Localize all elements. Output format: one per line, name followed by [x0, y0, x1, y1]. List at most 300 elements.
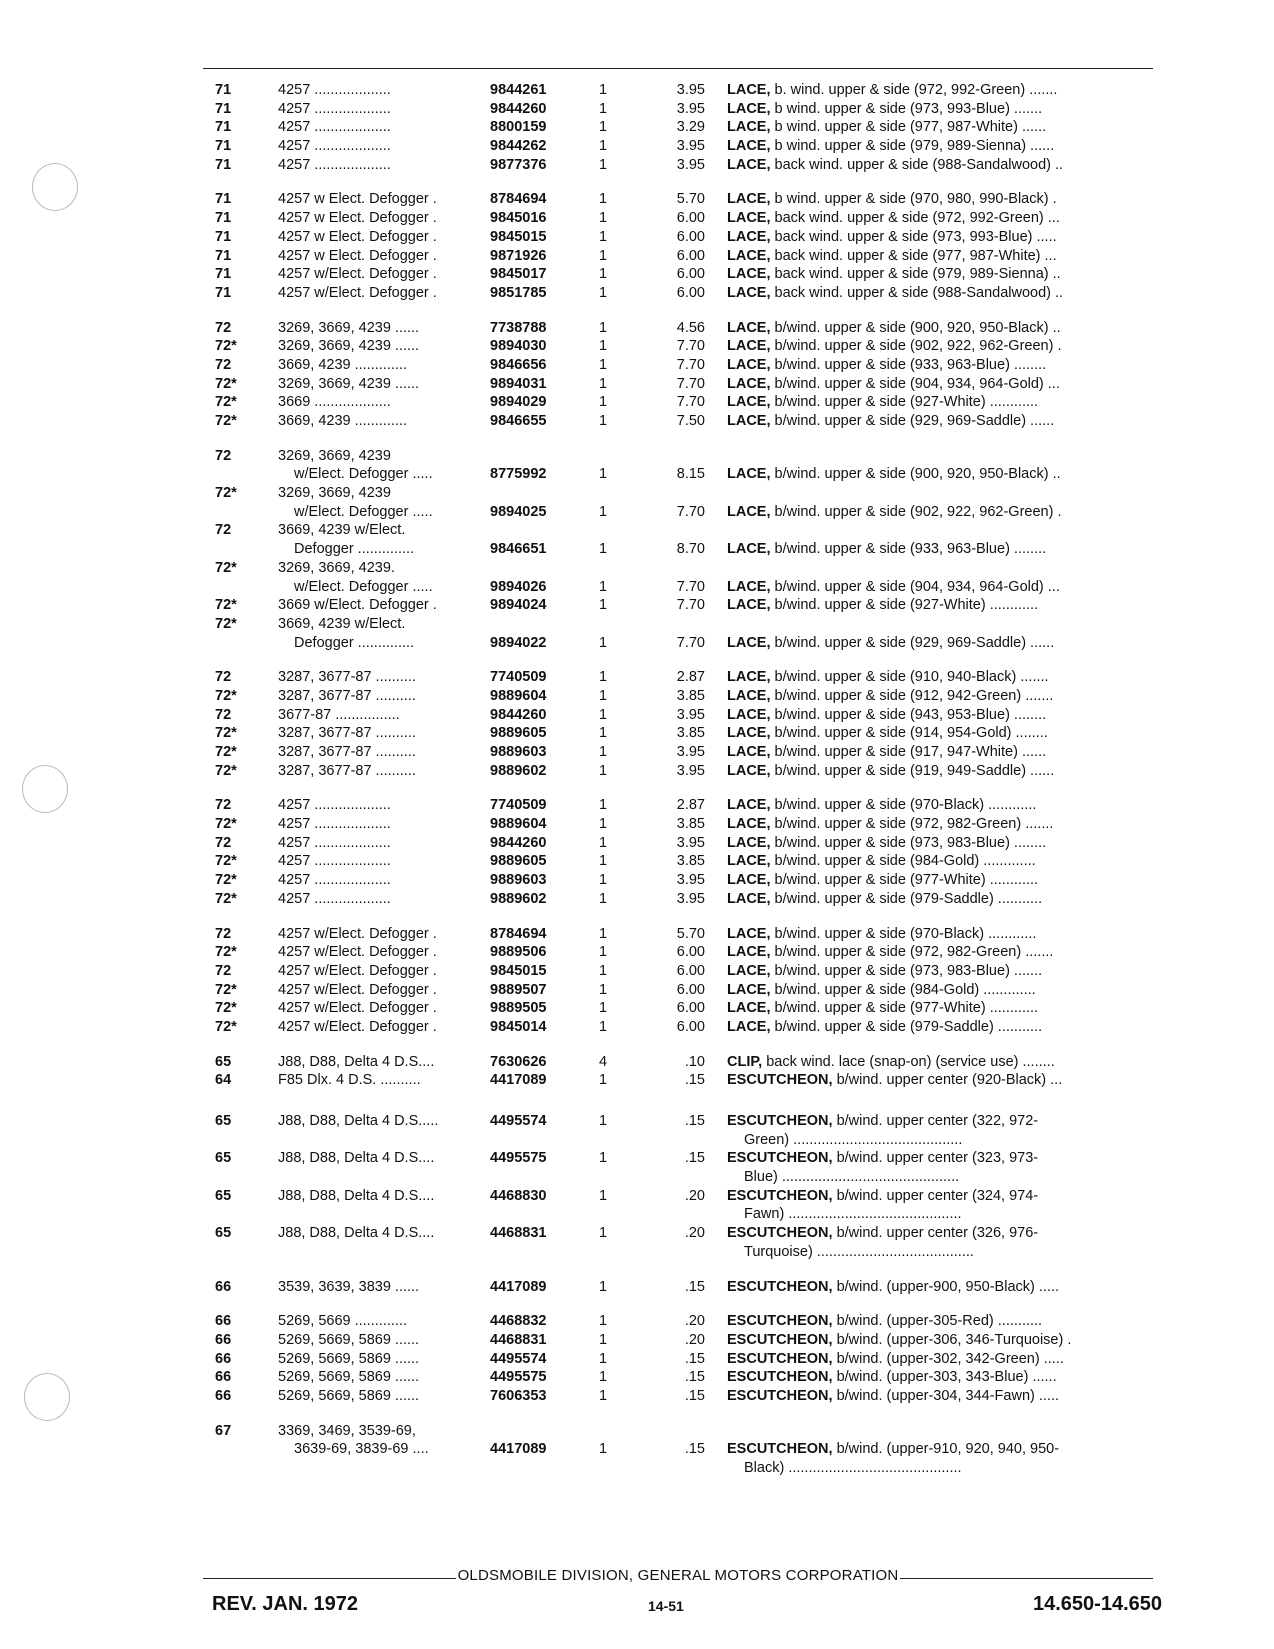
quantity-cell: 1	[599, 962, 608, 979]
table-row	[0, 521, 1274, 540]
table-row	[0, 1440, 1274, 1459]
price-cell: .15	[684, 1387, 705, 1404]
description-cell	[727, 156, 1063, 175]
item-name: LACE,	[727, 962, 771, 979]
table-row	[0, 1187, 1274, 1206]
year-cell: 72*	[215, 890, 237, 907]
quantity-cell: 1	[599, 247, 608, 264]
price-cell: 6.00	[676, 1018, 705, 1035]
part-number-cell: 7740509	[490, 797, 547, 814]
model-cell: 4257 ...................	[278, 156, 391, 173]
year-cell: 71	[215, 82, 232, 98]
price-cell: 3.95	[676, 706, 705, 723]
parts-list	[0, 81, 1274, 1494]
year-cell: 65	[215, 1053, 232, 1070]
part-number-cell: 7738788	[490, 319, 547, 336]
part-number-cell: 9894022	[490, 634, 547, 651]
table-row	[0, 118, 1274, 137]
description-cell	[727, 1053, 1055, 1072]
year-cell: 72	[215, 669, 232, 686]
part-number-cell: 7606353	[490, 1387, 547, 1404]
description-cell	[727, 284, 1063, 303]
part-number-cell: 9846656	[490, 356, 547, 373]
table-row	[0, 375, 1274, 394]
model-cell: 4257 ...................	[278, 100, 391, 117]
description-cell	[727, 578, 1060, 597]
year-cell: 71	[215, 191, 232, 208]
item-name: ESCUTCHEON,	[727, 1072, 833, 1089]
item-name: ESCUTCHEON,	[727, 1187, 833, 1204]
model-cell: 5269, 5669, 5869 ......	[278, 1350, 420, 1367]
model-cell: 3369, 3469, 3539-69,	[278, 1422, 416, 1439]
table-row	[0, 356, 1274, 375]
item-name: ESCUTCHEON,	[727, 1225, 833, 1242]
quantity-cell: 1	[599, 1150, 608, 1167]
price-cell: .15	[684, 1278, 705, 1295]
year-cell: 67	[215, 1422, 232, 1439]
part-number-cell: 9845014	[490, 1018, 547, 1035]
price-cell: 3.95	[676, 762, 705, 779]
year-cell: 66	[215, 1387, 232, 1404]
item-description: b/wind. upper & side (904, 934, 964-Gold) ...	[770, 578, 1060, 595]
part-number-cell: 9845015	[490, 228, 547, 245]
description-cell	[727, 81, 1057, 100]
table-row	[0, 209, 1274, 228]
table-row	[0, 559, 1274, 578]
price-cell: .15	[684, 1369, 705, 1386]
item-description: b/wind. upper & side (919, 949-Saddle) ......	[770, 762, 1055, 779]
year-cell: 72*	[215, 981, 237, 998]
year-cell: 71	[215, 228, 232, 245]
table-row	[0, 100, 1274, 119]
price-cell: 6.00	[676, 944, 705, 961]
quantity-cell: 1	[599, 394, 608, 411]
part-number-cell: 9894031	[490, 375, 547, 392]
quantity-cell: 1	[599, 853, 608, 870]
table-row	[0, 1387, 1274, 1406]
description-cell	[727, 465, 1061, 484]
price-cell: 6.00	[676, 962, 705, 979]
description-cell	[727, 1112, 1038, 1131]
part-number-cell: 9889505	[490, 1000, 547, 1017]
price-cell: 7.70	[676, 578, 705, 595]
table-row	[0, 1018, 1274, 1037]
model-cell: w/Elect. Defogger .....	[294, 466, 433, 483]
price-cell: 6.00	[676, 284, 705, 301]
item-name: ESCUTCHEON,	[727, 1150, 833, 1167]
price-cell: 3.95	[676, 82, 705, 98]
year-cell: 66	[215, 1278, 232, 1295]
year-cell: 64	[215, 1072, 232, 1089]
table-row	[0, 634, 1274, 653]
description-cell	[727, 1440, 1059, 1459]
year-cell: 72	[215, 797, 232, 814]
item-description: b/wind. upper & side (979-Saddle) ...........	[770, 1018, 1043, 1035]
item-description: b/wind. upper & side (902, 922, 962-Green) .	[770, 338, 1062, 355]
model-cell: 4257 ...................	[278, 138, 391, 155]
description-cell	[727, 228, 1057, 247]
item-description: b/wind. upper & side (973, 983-Blue) .......	[770, 962, 1043, 979]
quantity-cell: 1	[599, 1187, 608, 1204]
item-description: b/wind. upper & side (972, 982-Green) .......	[770, 816, 1054, 833]
price-cell: 6.00	[676, 981, 705, 998]
item-description: b/wind. upper & side (900, 920, 950-Black) ..	[770, 319, 1061, 336]
quantity-cell: 1	[599, 1369, 608, 1386]
item-description: b/wind. (upper-302, 342-Green) .....	[832, 1350, 1064, 1367]
model-cell: 3539, 3639, 3839 ......	[278, 1278, 420, 1295]
table-row	[0, 393, 1274, 412]
year-cell: 72*	[215, 485, 237, 502]
description-cell	[744, 1131, 962, 1150]
item-name: ESCUTCHEON,	[727, 1278, 833, 1295]
model-cell: 3639-69, 3839-69 ....	[294, 1441, 429, 1458]
item-description: b/wind. upper center (920-Black) ...	[832, 1072, 1063, 1089]
item-description: b/wind. upper & side (977-White) ............	[770, 1000, 1039, 1017]
item-name: ESCUTCHEON,	[727, 1350, 833, 1367]
part-number-cell: 8784694	[490, 191, 547, 208]
description-cell	[727, 412, 1054, 431]
part-number-cell: 9894025	[490, 503, 547, 520]
description-cell	[727, 668, 1049, 687]
table-row	[0, 796, 1274, 815]
quantity-cell: 1	[599, 597, 608, 614]
entry-group	[0, 1278, 1274, 1297]
year-cell: 72*	[215, 375, 237, 392]
part-number-cell: 7630626	[490, 1053, 547, 1070]
table-row	[0, 337, 1274, 356]
item-name: LACE,	[727, 191, 771, 208]
model-cell: 4257 w/Elect. Defogger .	[278, 1018, 437, 1035]
item-name: LACE,	[727, 853, 771, 870]
quantity-cell: 1	[599, 744, 608, 760]
price-cell: 3.95	[676, 834, 705, 851]
item-name: LACE,	[727, 82, 771, 98]
model-cell: 4257 ...................	[278, 834, 391, 851]
year-cell: 72*	[215, 413, 237, 429]
quantity-cell: 4	[599, 1053, 608, 1070]
model-cell: 4257 w/Elect. Defogger .	[278, 266, 437, 283]
quantity-cell: 1	[599, 1331, 608, 1348]
part-number-cell: 4468831	[490, 1225, 547, 1242]
table-row	[0, 503, 1274, 522]
price-cell: 5.70	[676, 191, 705, 208]
quantity-cell: 1	[599, 1072, 608, 1089]
model-cell: 3269, 3669, 4239 ......	[278, 338, 420, 355]
quantity-cell: 1	[599, 284, 608, 301]
part-number-cell: 4495574	[490, 1350, 547, 1367]
item-name: LACE,	[727, 356, 771, 373]
quantity-cell: 1	[599, 981, 608, 998]
year-cell: 72*	[215, 944, 237, 961]
price-cell: 8.15	[676, 466, 705, 483]
model-cell: 3269, 3669, 4239 ......	[278, 375, 420, 392]
price-cell: 3.95	[676, 156, 705, 173]
model-cell: 3287, 3677-87 ..........	[278, 687, 416, 704]
quantity-cell: 1	[599, 356, 608, 373]
table-row	[0, 834, 1274, 853]
item-description: b/wind. upper & side (979-Saddle) ...........	[770, 890, 1043, 907]
part-number-cell: 9845015	[490, 962, 547, 979]
quantity-cell: 1	[599, 1018, 608, 1035]
quantity-cell: 1	[599, 1000, 608, 1017]
part-number-cell: 9889602	[490, 890, 547, 907]
year-cell: 72*	[215, 1018, 237, 1035]
item-description: b wind. upper & side (970, 980, 990-Black) .	[770, 191, 1057, 208]
entry-group	[0, 319, 1274, 431]
year-cell: 72*	[215, 597, 237, 614]
item-description: b/wind. upper & side (984-Gold) .............	[770, 981, 1036, 998]
item-name: LACE,	[727, 156, 771, 173]
price-cell: .20	[684, 1313, 705, 1330]
part-number-cell: 9871926	[490, 247, 547, 264]
model-cell: 4257 w/Elect. Defogger .	[278, 925, 437, 942]
price-cell: 6.00	[676, 247, 705, 264]
model-cell: J88, D88, Delta 4 D.S....	[278, 1187, 435, 1204]
item-description: b/wind. (upper-304, 344-Fawn) .....	[832, 1387, 1060, 1404]
quantity-cell: 1	[599, 687, 608, 704]
part-number-cell: 9846651	[490, 541, 547, 558]
item-description: b wind. upper & side (979, 989-Sienna) ......	[770, 138, 1055, 155]
price-cell: 7.70	[676, 597, 705, 614]
year-cell: 72*	[215, 744, 237, 760]
item-name: LACE,	[727, 413, 771, 429]
item-name: LACE,	[727, 1018, 771, 1035]
year-cell: 71	[215, 100, 232, 117]
price-cell: 3.85	[676, 725, 705, 742]
model-cell: 5269, 5669, 5869 ......	[278, 1331, 420, 1348]
price-cell: 2.87	[676, 797, 705, 814]
model-cell: F85 Dlx. 4 D.S. ..........	[278, 1072, 421, 1089]
year-cell: 72*	[215, 1000, 237, 1017]
model-cell: 3269, 3669, 4239	[278, 485, 391, 502]
item-description: back wind. upper & side (972, 992-Green) ...	[770, 210, 1060, 227]
description-cell	[727, 1331, 1071, 1350]
year-cell: 72*	[215, 394, 237, 411]
year-cell: 66	[215, 1369, 232, 1386]
model-cell: 4257 ...................	[278, 872, 391, 889]
item-description: back wind. upper & side (979, 989-Sienna) ..	[770, 266, 1061, 283]
model-cell: 3287, 3677-87 ..........	[278, 669, 416, 686]
price-cell: .15	[684, 1441, 705, 1458]
quantity-cell: 1	[599, 706, 608, 723]
revision-date: REV. JAN. 1972	[212, 1593, 359, 1615]
quantity-cell: 1	[599, 138, 608, 155]
table-row	[0, 1459, 1274, 1478]
description-cell	[727, 962, 1042, 981]
item-name: ESCUTCHEON,	[727, 1441, 833, 1458]
item-name: LACE,	[727, 100, 771, 117]
entry-group	[0, 668, 1274, 780]
year-cell: 71	[215, 156, 232, 173]
quantity-cell: 1	[599, 413, 608, 429]
year-cell: 72*	[215, 872, 237, 889]
model-cell: 4257 ...................	[278, 797, 391, 814]
part-number-cell: 9889604	[490, 816, 547, 833]
model-cell: 4257 ...................	[278, 890, 391, 907]
quantity-cell: 1	[599, 872, 608, 889]
table-row	[0, 465, 1274, 484]
description-cell	[727, 356, 1046, 375]
quantity-cell: 1	[599, 634, 608, 651]
model-cell: 3669, 4239 w/Elect.	[278, 615, 406, 632]
description-cell	[727, 871, 1038, 890]
year-cell: 72	[215, 447, 232, 464]
price-cell: 3.85	[676, 853, 705, 870]
item-name: ESCUTCHEON,	[727, 1387, 833, 1404]
description-cell	[727, 265, 1061, 284]
table-row	[0, 706, 1274, 725]
model-cell: 4257 w Elect. Defogger .	[278, 228, 437, 245]
table-row	[0, 724, 1274, 743]
model-cell: 3669, 4239 w/Elect.	[278, 522, 406, 539]
price-cell: 3.95	[676, 138, 705, 155]
quantity-cell: 1	[599, 1278, 608, 1295]
model-cell: 3669, 4239 .............	[278, 413, 407, 429]
item-name: LACE,	[727, 138, 771, 155]
part-number-cell: 9844262	[490, 138, 547, 155]
item-description: b/wind. upper & side (970-Black) ............	[770, 797, 1037, 814]
item-description: b/wind. (upper-306, 346-Turquoise) .	[832, 1331, 1072, 1348]
item-name: LACE,	[727, 834, 771, 851]
model-cell: 5269, 5669, 5869 ......	[278, 1369, 420, 1386]
description-cell	[727, 393, 1038, 412]
description-cell	[727, 687, 1053, 706]
model-cell: w/Elect. Defogger .....	[294, 578, 433, 595]
year-cell: 72*	[215, 559, 237, 576]
part-number-cell: 9889602	[490, 762, 547, 779]
item-name: LACE,	[727, 266, 771, 283]
year-cell: 72	[215, 706, 232, 723]
quantity-cell: 1	[599, 669, 608, 686]
description-cell	[727, 1368, 1057, 1387]
model-cell: 5269, 5669 .............	[278, 1313, 407, 1330]
item-name: LACE,	[727, 503, 771, 520]
item-description: b/wind. upper & side (970-Black) ............	[770, 925, 1037, 942]
model-cell: 4257 w/Elect. Defogger .	[278, 1000, 437, 1017]
page-number: 14-51	[648, 1598, 684, 1614]
item-name: LACE,	[727, 981, 771, 998]
description-cell	[727, 337, 1061, 356]
description-cell	[744, 1168, 959, 1187]
table-row	[0, 1368, 1274, 1387]
part-number-cell: 9889605	[490, 853, 547, 870]
table-row	[0, 1071, 1274, 1090]
entry-group	[0, 190, 1274, 302]
table-row	[0, 615, 1274, 634]
part-number-cell: 4495575	[490, 1150, 547, 1167]
description-cell	[727, 596, 1038, 615]
year-cell: 72	[215, 834, 232, 851]
item-name: LACE,	[727, 578, 771, 595]
item-description: b/wind. upper & side (910, 940-Black) .......	[770, 669, 1049, 686]
table-row	[0, 1224, 1274, 1243]
item-description: b/wind. upper center (322, 972-	[832, 1113, 1039, 1129]
description-cell	[727, 724, 1048, 743]
item-description: b/wind. upper & side (984-Gold) .............	[770, 853, 1036, 870]
item-description: b/wind. (upper-910, 920, 940, 950-	[832, 1441, 1060, 1458]
year-cell: 71	[215, 210, 232, 227]
entry-group	[0, 1422, 1274, 1478]
year-cell: 72*	[215, 853, 237, 870]
price-cell: 7.50	[676, 413, 705, 429]
item-name: ESCUTCHEON,	[727, 1369, 833, 1386]
part-number-cell: 9844260	[490, 100, 547, 117]
quantity-cell: 1	[599, 1225, 608, 1242]
item-description: b/wind. upper center (324, 974-	[832, 1187, 1039, 1204]
description-cell	[744, 1205, 962, 1224]
part-number-cell: 9851785	[490, 284, 547, 301]
table-row	[0, 743, 1274, 762]
quantity-cell: 1	[599, 944, 608, 961]
table-row	[0, 943, 1274, 962]
model-cell: Defogger ..............	[294, 541, 415, 558]
part-number-cell: 8775992	[490, 466, 547, 483]
model-cell: 4257 w Elect. Defogger .	[278, 247, 437, 264]
description-cell	[727, 1187, 1038, 1206]
year-cell: 66	[215, 1313, 232, 1330]
price-cell: 8.70	[676, 541, 705, 558]
part-number-cell: 9889603	[490, 872, 547, 889]
table-row	[0, 668, 1274, 687]
model-cell: J88, D88, Delta 4 D.S....	[278, 1225, 435, 1242]
item-description: b/wind. upper & side (900, 920, 950-Black) ..	[770, 466, 1061, 483]
part-number-cell: 9894030	[490, 338, 547, 355]
item-description: b/wind. upper & side (914, 954-Gold) ........	[770, 725, 1048, 742]
item-description: b/wind. upper & side (933, 963-Blue) ........	[770, 356, 1047, 373]
item-description: back wind. lace (snap-on) (service use) ........	[762, 1053, 1055, 1070]
table-row	[0, 1243, 1274, 1262]
description-cell	[727, 1350, 1064, 1369]
part-number-cell: 4417089	[490, 1441, 547, 1458]
item-name: LACE,	[727, 762, 771, 779]
table-row	[0, 1312, 1274, 1331]
item-name: LACE,	[727, 925, 771, 942]
table-row	[0, 815, 1274, 834]
price-cell: 7.70	[676, 356, 705, 373]
price-cell: 7.70	[676, 338, 705, 355]
price-cell: 7.70	[676, 394, 705, 411]
item-description: b/wind. (upper-305-Red) ...........	[832, 1313, 1043, 1330]
quantity-cell: 1	[599, 1113, 608, 1129]
year-cell: 65	[215, 1150, 232, 1167]
part-number-cell: 9844261	[490, 82, 547, 98]
description-cell	[744, 1243, 974, 1262]
description-cell	[727, 1149, 1038, 1168]
price-cell: 6.00	[676, 266, 705, 283]
entry-group	[0, 1312, 1274, 1405]
item-description: Fawn) ...........................................	[744, 1206, 962, 1223]
quantity-cell: 1	[599, 725, 608, 742]
year-cell: 66	[215, 1350, 232, 1367]
entry-group	[0, 925, 1274, 1037]
year-cell: 71	[215, 138, 232, 155]
quantity-cell: 1	[599, 228, 608, 245]
table-row	[0, 1350, 1274, 1369]
item-name: LACE,	[727, 394, 771, 411]
item-name: LACE,	[727, 797, 771, 814]
description-cell	[727, 118, 1046, 137]
year-cell: 72*	[215, 816, 237, 833]
item-name: LACE,	[727, 816, 771, 833]
part-number-cell: 8800159	[490, 119, 547, 136]
description-cell	[727, 1278, 1059, 1297]
model-cell: 4257 ...................	[278, 816, 391, 833]
item-name: LACE,	[727, 338, 771, 355]
item-description: back wind. upper & side (988-Sandalwood) ..	[770, 156, 1064, 173]
quantity-cell: 1	[599, 266, 608, 283]
price-cell: .20	[684, 1331, 705, 1348]
table-row	[0, 1422, 1274, 1441]
